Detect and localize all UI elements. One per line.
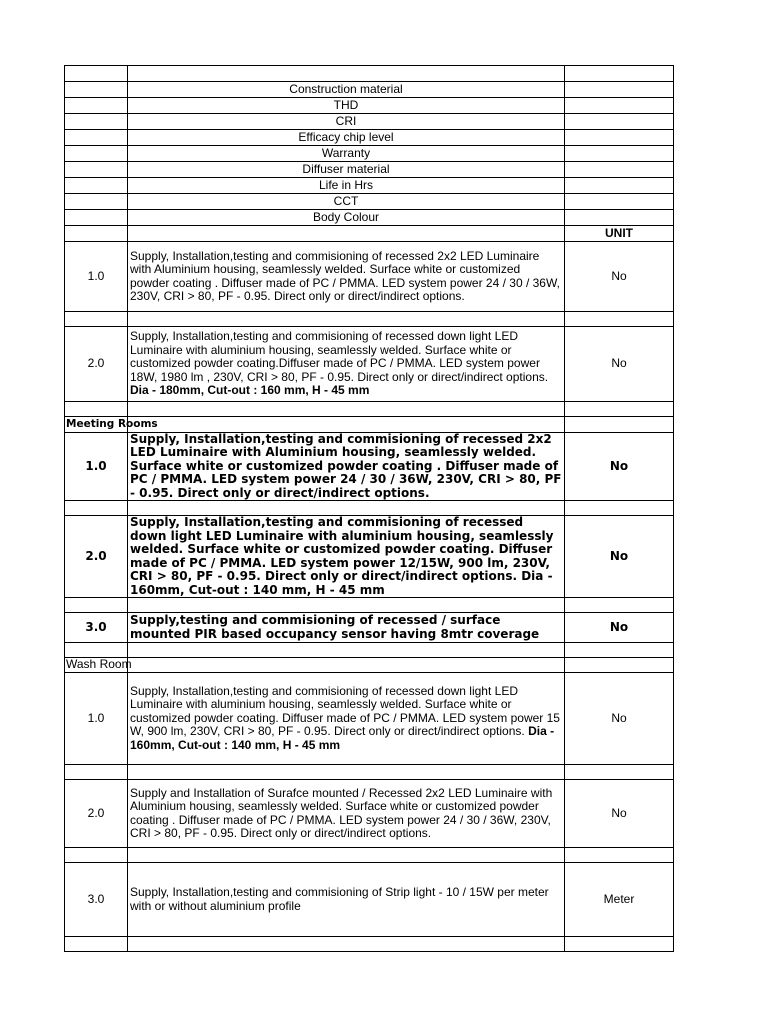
spec-label: THD: [128, 98, 565, 114]
spec-row: [65, 194, 674, 210]
item-unit: No: [565, 613, 674, 643]
item-description: Supply, Installation,testing and commisioning of Strip light - 10 / 15W per meter with or without aluminium profile: [128, 863, 565, 937]
table-row: [65, 327, 674, 402]
spec-label: Diffuser material: [128, 162, 565, 178]
item-unit: No: [565, 673, 674, 765]
spec-row: [65, 178, 674, 194]
spec-row: [65, 162, 674, 178]
blank-row: [65, 937, 674, 952]
item-number: 2.0: [65, 327, 128, 402]
spec-row: [65, 82, 674, 98]
item-unit: No: [565, 327, 674, 402]
spec-row: [65, 146, 674, 162]
section-header-row: [65, 417, 674, 433]
item-number: 1.0: [65, 673, 128, 765]
spec-row: [65, 114, 674, 130]
section-title: Wash Room: [66, 657, 132, 672]
blank-row: [65, 643, 674, 658]
item-description: Supply, Installation,testing and commisioning of recessed 2x2 LED Luminaire with Aluminium housing, seamlessly welded. Surface white or customized powder coating . Diffuser made of PC / PMMA. LED system power 24 / 30 / 36W, 230V, CRI > 80, PF - 0.95. Direct only or direct/indirect options.: [128, 432, 565, 501]
blank-row: [65, 598, 674, 613]
item-description: Supply, Installation,testing and commisioning of recessed 2x2 LED Luminaire with Aluminium housing, seamlessly welded. Surface white or customized powder coating . Diffuser made of PC / PMMA. LED system power 24 / 30 / 36W, 230V, CRI > 80, PF - 0.95. Direct only or direct/indirect options.: [128, 242, 565, 312]
item-description: Supply, Installation,testing and commisioning of recessed down light LED Luminaire with aluminium housing, seamlessly welded. Surface white or customized powder coating. Diffuser made of PC / PMMA. LED system power 12/15W, 900 lm, 230V, CRI > 80, PF - 0.95. Direct only or direct/indirect options. Dia - 160mm, Cut-out : 140 mm, H - 45 mm: [128, 516, 565, 598]
spec-label: CRI: [128, 114, 565, 130]
item-number: 3.0: [65, 613, 128, 643]
blank-row: [65, 312, 674, 327]
table-row: [65, 432, 674, 501]
spec-label: CCT: [128, 194, 565, 210]
item-number: 1.0: [65, 432, 128, 501]
table-row: [65, 516, 674, 598]
item-unit: No: [565, 432, 674, 501]
table-row: [65, 673, 674, 765]
item-number: 3.0: [65, 863, 128, 937]
blank-row: [65, 501, 674, 516]
item-number: 1.0: [65, 242, 128, 312]
item-unit: No: [565, 516, 674, 598]
table-row: [65, 242, 674, 312]
table-row: [65, 780, 674, 848]
item-number: 2.0: [65, 780, 128, 848]
section-title: Meeting Rooms: [66, 418, 158, 430]
item-unit: No: [565, 780, 674, 848]
cell: [565, 66, 674, 82]
spec-label: Construction material: [128, 82, 565, 98]
spec-label: Body Colour: [128, 210, 565, 226]
item-number: 2.0: [65, 516, 128, 598]
cell: [128, 66, 565, 82]
item-description: Supply,testing and commisioning of recessed / surface mounted PIR based occupancy sensor having 8mtr coverage: [128, 613, 565, 643]
blank-row: [65, 765, 674, 780]
item-description: Supply and Installation of Surafce mounted / Recessed 2x2 LED Luminaire with Aluminium housing, seamlessly welded. Surface white or customized powder coating . Diffuser made of PC / PMMA. LED system power 24 / 30 / 36W, 230V, CRI > 80, PF - 0.95. Direct only or direct/indirect options.: [128, 780, 565, 848]
spec-label: Efficacy chip level: [128, 130, 565, 146]
table-row: [65, 613, 674, 643]
spec-row: [65, 210, 674, 226]
item-description: Supply, Installation,testing and commisioning of recessed down light LED Luminaire with aluminium housing, seamlessly welded. Surface white or customized powder coating.Diffuser made of PC / PMMA. LED system power 18W, 1980 lm , 230V, CRI > 80, PF - 0.95. Direct only or direct/indirect options. Dia - 180mm, Cut-out : 160 mm, H - 45 mm: [128, 327, 565, 402]
unit-header-row: [65, 226, 674, 242]
blank-row: [65, 66, 674, 82]
spec-row: [65, 130, 674, 146]
boq-table: [64, 65, 674, 952]
item-description: Supply, Installation,testing and commisioning of recessed down light LED Luminaire with aluminium housing, seamlessly welded. Surface white or customized powder coating. Diffuser made of PC / PMMA. LED system power 15 W, 900 lm, 230V, CRI > 80, PF - 0.95. Direct only or direct/indirect options. Dia - 160mm, Cut-out : 140 mm, H - 45 mm: [128, 673, 565, 765]
spec-label: Warranty: [128, 146, 565, 162]
blank-row: [65, 848, 674, 863]
item-unit: Meter: [565, 863, 674, 937]
unit-header: UNIT: [565, 226, 674, 242]
spec-label: Life in Hrs: [128, 178, 565, 194]
blank-row: [65, 402, 674, 417]
item-unit: No: [565, 242, 674, 312]
table-row: [65, 863, 674, 937]
cell: [65, 66, 128, 82]
spec-row: [65, 98, 674, 114]
section-header-row: [65, 658, 674, 673]
